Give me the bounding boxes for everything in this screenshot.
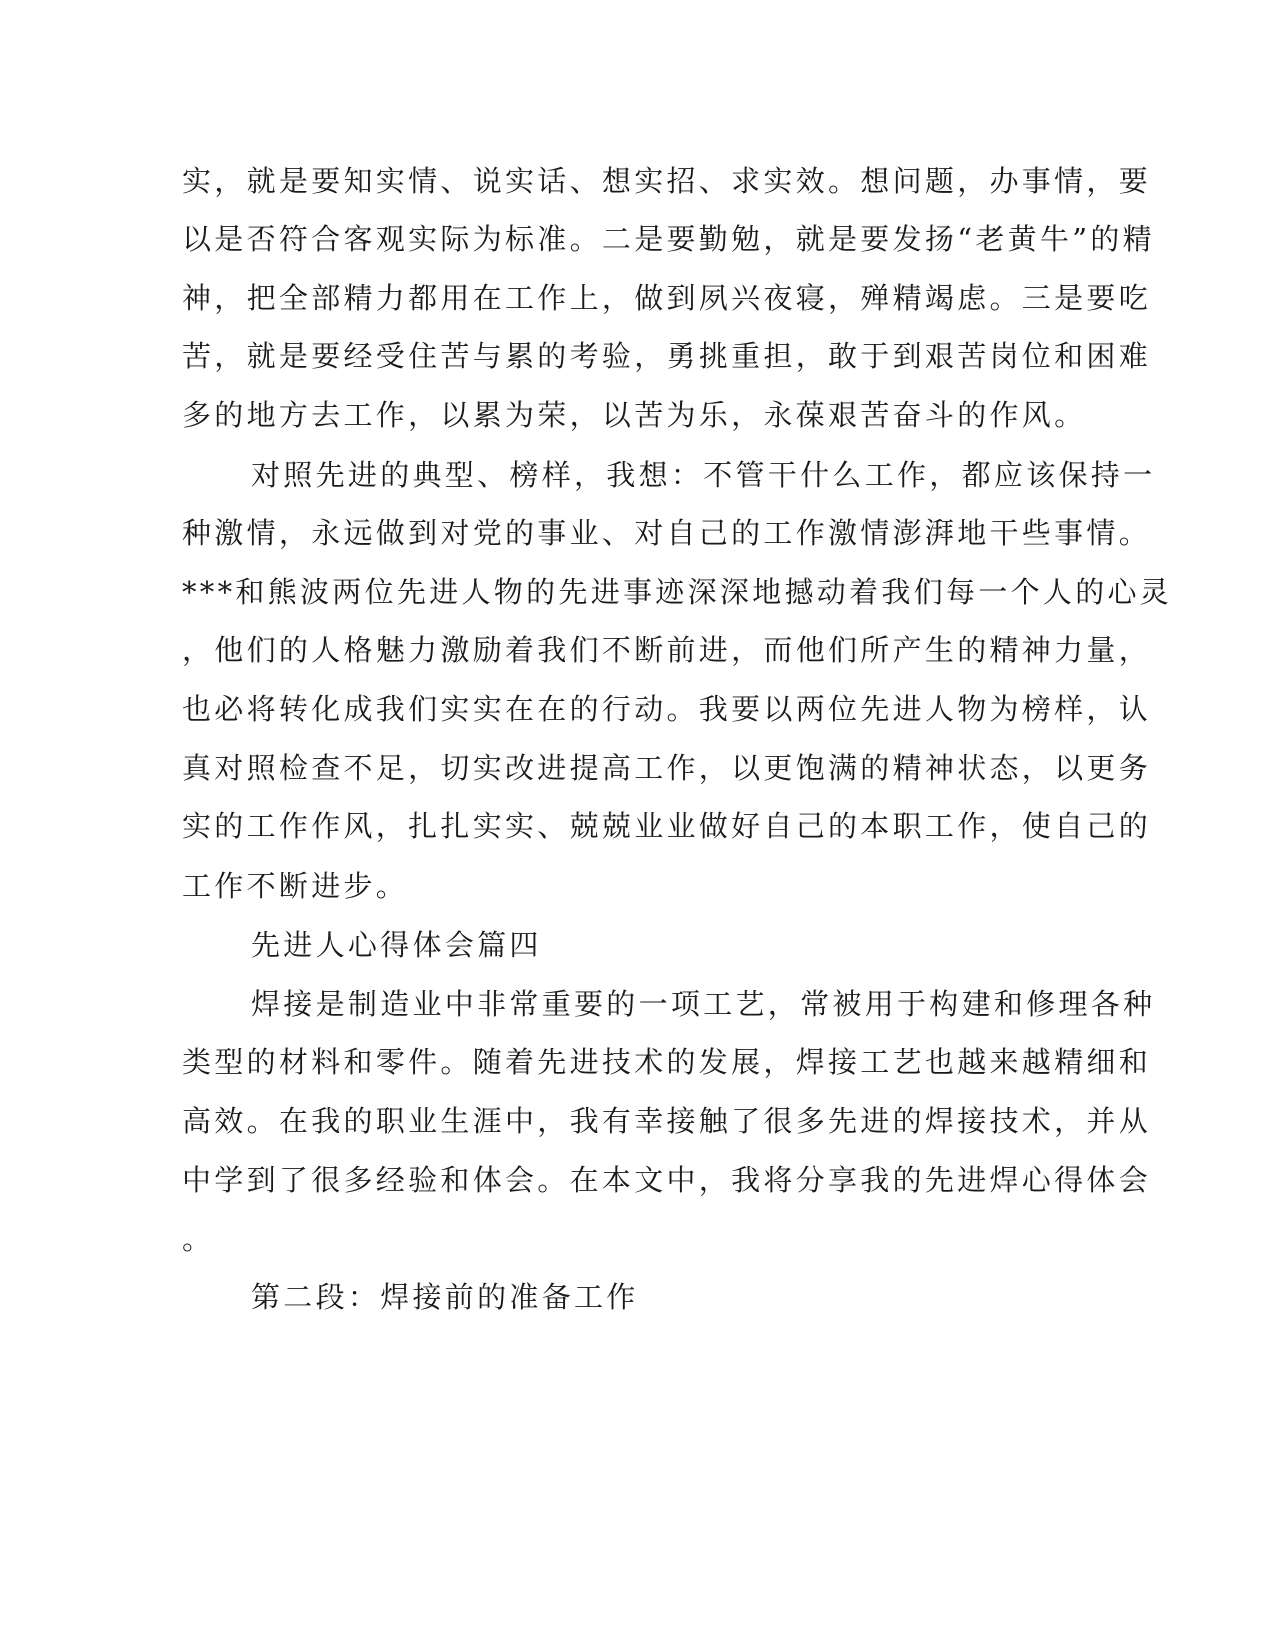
text-line: 神，把全部精力都用在工作上，做到夙兴夜寝，殚精竭虑。三是要吃 (182, 281, 1152, 315)
text-line: 类型的材料和零件。随着先进技术的发展，焊接工艺也越来越精细和 (182, 1045, 1152, 1079)
text-line: 也必将转化成我们实实在在的行动。我要以两位先进人物为榜样，认 (182, 692, 1152, 726)
text-line: 实的工作作风，扎扎实实、兢兢业业做好自己的本职工作，使自己的 (182, 809, 1152, 843)
text-line: 以是否符合客观实际为标准。二是要勤勉，就是要发扬“老黄牛”的精 (182, 222, 1155, 256)
section-heading: 先进人心得体会篇四 (251, 928, 542, 962)
text-line: ***和熊波两位先进人物的先进事迹深深地撼动着我们每一个人的心灵 (182, 575, 1173, 609)
text-line: 。 (182, 1222, 215, 1256)
text-line: 中学到了很多经验和体会。在本文中，我将分享我的先进焊心得体会 (182, 1163, 1152, 1197)
section-heading: 第二段：焊接前的准备工作 (251, 1280, 639, 1314)
text-line: 实，就是要知实情、说实话、想实招、求实效。想问题，办事情，要 (182, 164, 1152, 198)
paragraph-first-line: 对照先进的典型、榜样，我想：不管干什么工作，都应该保持一 (251, 458, 1156, 492)
text-line: 工作不断进步。 (182, 869, 409, 903)
text-line: 多的地方去工作，以累为荣，以苦为乐，永葆艰苦奋斗的作风。 (182, 398, 1087, 432)
text-line: ，他们的人格魅力激励着我们不断前进，而他们所产生的精神力量， (182, 633, 1152, 667)
text-line: 种激情，永远做到对党的事业、对自己的工作激情澎湃地干些事情。 (182, 516, 1152, 550)
text-line: 高效。在我的职业生涯中，我有幸接触了很多先进的焊接技术，并从 (182, 1104, 1152, 1138)
paragraph-first-line: 焊接是制造业中非常重要的一项工艺，常被用于构建和修理各种 (251, 987, 1156, 1021)
text-line: 真对照检查不足，切实改进提高工作，以更饱满的精神状态，以更务 (182, 751, 1152, 785)
text-line: 苦，就是要经受住苦与累的考验，勇挑重担，敢于到艰苦岗位和困难 (182, 339, 1152, 373)
